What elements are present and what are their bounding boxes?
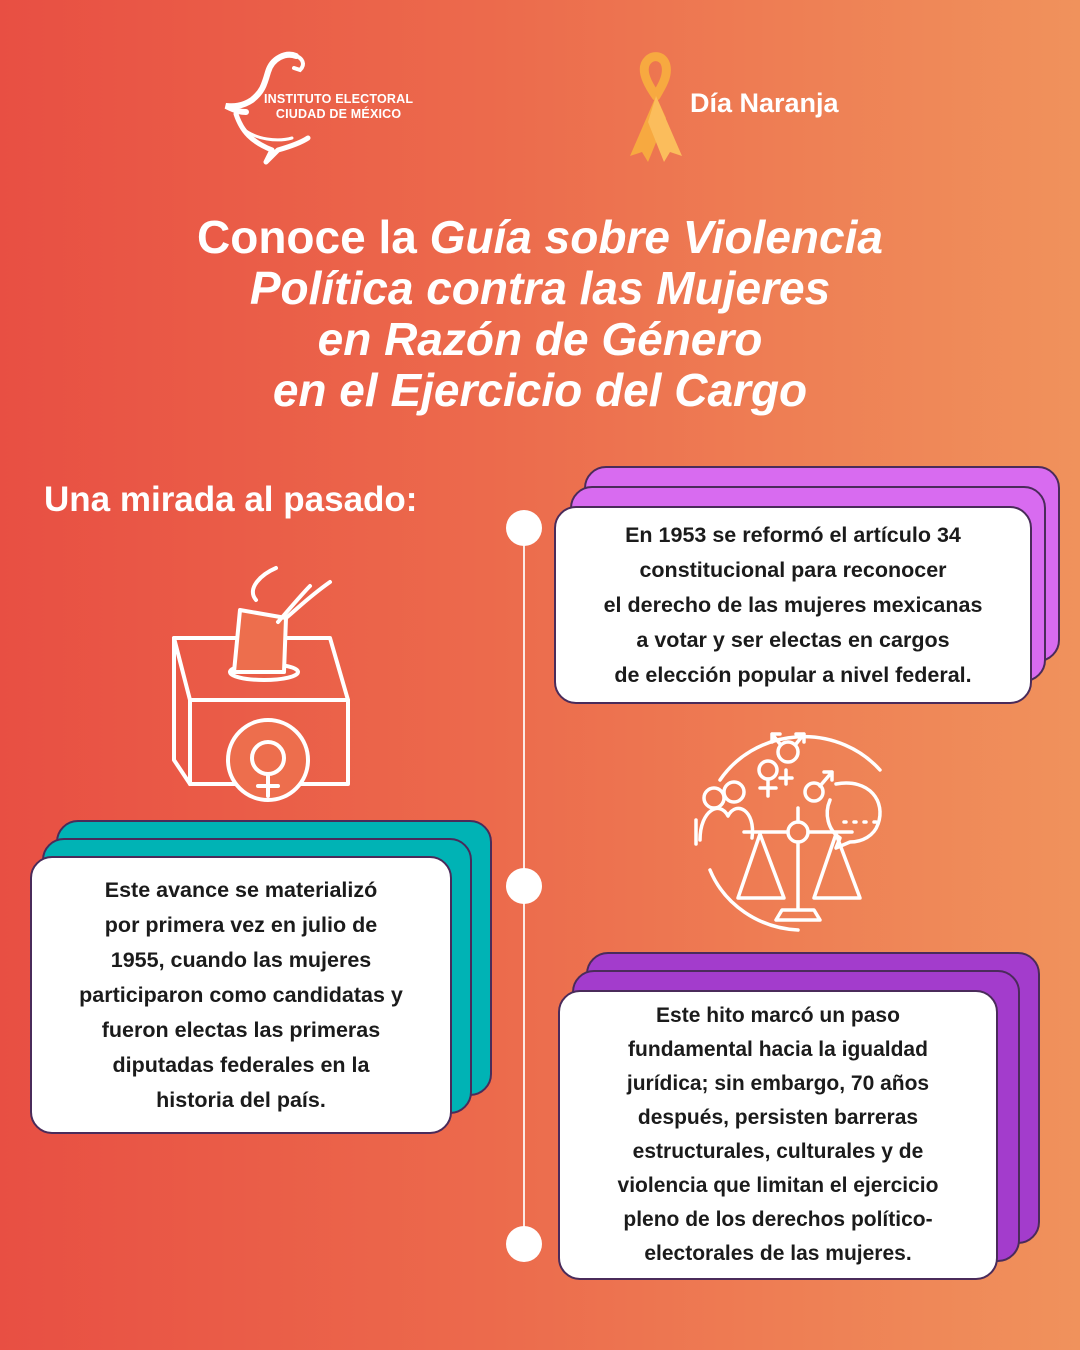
section-subtitle: Una mirada al pasado: <box>44 480 418 519</box>
title-line4: en el Ejercicio del Cargo <box>272 364 808 416</box>
gender-equality-scale-icon <box>690 720 910 935</box>
card3-line: estructurales, culturales y de <box>632 1140 924 1163</box>
logo-line1: INSTITUTO ELECTORAL <box>264 92 414 106</box>
ballot-box-icon <box>160 560 360 815</box>
card-70-years-later <box>558 990 998 1280</box>
card3-line: después, persisten barreras <box>637 1106 919 1129</box>
logo-line2: CIUDAD DE MÉXICO <box>275 107 402 121</box>
iecm-logo <box>222 50 442 170</box>
card1-line: de elección popular a nivel federal. <box>614 662 972 687</box>
orange-ribbon-icon <box>620 52 692 164</box>
card2-line: historia del país. <box>156 1087 326 1112</box>
card1-line: En 1953 se reformó el artículo 34 <box>625 522 961 547</box>
card2-line: diputadas federales en la <box>112 1052 370 1077</box>
card2-line: participaron como candidatas y <box>79 982 403 1007</box>
card3-line: jurídica; sin embargo, 70 años <box>626 1072 930 1095</box>
title-line1-plain: Conoce la <box>197 211 430 263</box>
card3-line: pleno de los derechos político- <box>623 1208 933 1231</box>
dia-naranja-label: Día Naranja <box>690 88 839 118</box>
card-1955-first-deputies <box>30 856 452 1134</box>
card1-line: constitucional para reconocer <box>639 557 947 582</box>
card2-line: por primera vez en julio de <box>104 912 378 937</box>
card2-line: Este avance se materializó <box>104 877 378 902</box>
card1-line: el derecho de las mujeres mexicanas <box>603 592 983 617</box>
card-1953-reform <box>554 506 1032 704</box>
title-line2: Política contra las Mujeres <box>249 262 831 314</box>
card3-line: Este hito marcó un paso <box>656 1004 900 1027</box>
title-line1-italic: Guía sobre Violencia <box>429 211 883 263</box>
card2-line: 1955, cuando las mujeres <box>110 947 372 972</box>
card3-line: fundamental hacia la igualdad <box>628 1038 928 1061</box>
timeline-dot <box>506 1226 542 1262</box>
card3-line: electorales de las mujeres. <box>644 1242 912 1265</box>
title-line3: en Razón de Género <box>317 313 763 365</box>
page-title <box>90 212 990 416</box>
timeline-dot <box>506 868 542 904</box>
card1-line: a votar y ser electas en cargos <box>636 627 950 652</box>
card2-line: fueron electas las primeras <box>101 1017 381 1042</box>
card3-line: violencia que limitan el ejercicio <box>617 1174 939 1197</box>
timeline-dot <box>506 510 542 546</box>
